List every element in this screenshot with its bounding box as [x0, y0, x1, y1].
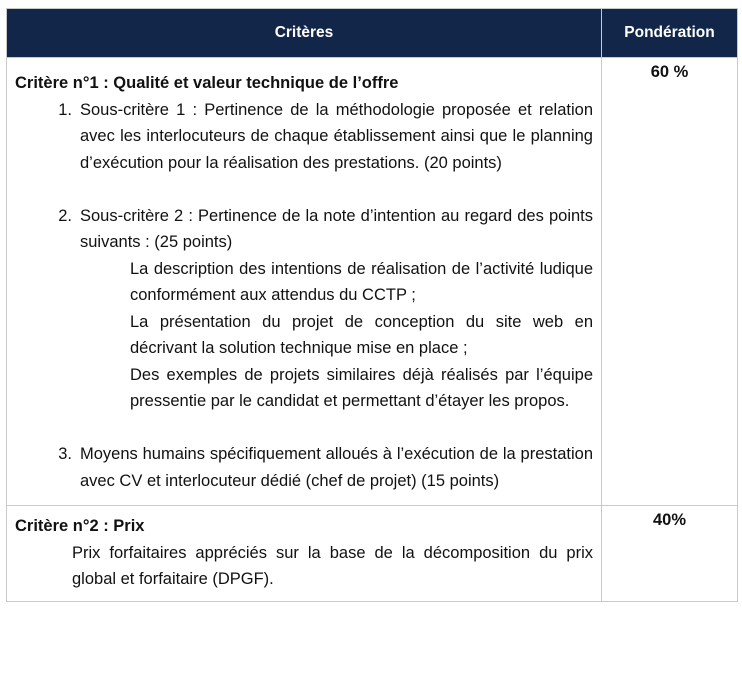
- subcriterion-2-point-1: La description des intentions de réalisation de l’activité ludique conformément aux attendus du CCTP ;: [130, 259, 593, 304]
- subcriterion-2-number: 2.: [58, 206, 72, 225]
- subcriterion-1: [15, 97, 593, 177]
- header-row: [7, 9, 738, 58]
- criterion-2-row: [7, 506, 738, 602]
- criterion-2-text: Prix forfaitaires appréciés sur la base de la décomposition du prix global et forfaitaire (DPGF).: [72, 543, 593, 588]
- criteria-table: [6, 8, 738, 602]
- criterion-1-weight: 60 %: [602, 58, 738, 506]
- subcriterion-2: [15, 203, 593, 256]
- subcriterion-1-number: 1.: [58, 100, 72, 119]
- criterion-1-cell: [7, 58, 602, 506]
- subcriterion-1-text: Sous-critère 1 : Pertinence de la méthodologie proposée et relation avec les interlocuteurs de chaque établissement ainsi que le planning d’exécution pour la réalisation des prestations. (20 points): [80, 100, 593, 172]
- subcriterion-2-text: Sous-critère 2 : Pertinence de la note d’intention au regard des points suivants : (25 points): [80, 206, 593, 251]
- subcriterion-3-text: Moyens humains spécifiquement alloués à l’exécution de la prestation avec CV et interlocuteur dédié (chef de projet) (15 points): [80, 445, 593, 490]
- criterion-2-cell: [7, 506, 602, 602]
- subcriterion-3: [15, 441, 593, 494]
- criterion-1-title: Critère n°1 : Qualité et valeur technique de l’offre: [15, 74, 399, 92]
- criterion-1-row: [7, 58, 738, 506]
- criterion-2-title: Critère n°2 : Prix: [15, 517, 145, 535]
- subcriterion-2-point-2: La présentation du projet de conception du site web en décrivant la solution technique mise en place ;: [130, 312, 593, 357]
- subcriterion-2-point-3: Des exemples de projets similaires déjà réalisés par l’équipe pressentie par le candidat et permettant d’étayer les propos.: [130, 365, 593, 410]
- criterion-2-weight: 40%: [602, 506, 738, 602]
- subcriterion-3-number: 3.: [58, 445, 72, 463]
- criteria-header: Critères: [7, 9, 602, 58]
- weighting-header: Pondération: [602, 9, 738, 58]
